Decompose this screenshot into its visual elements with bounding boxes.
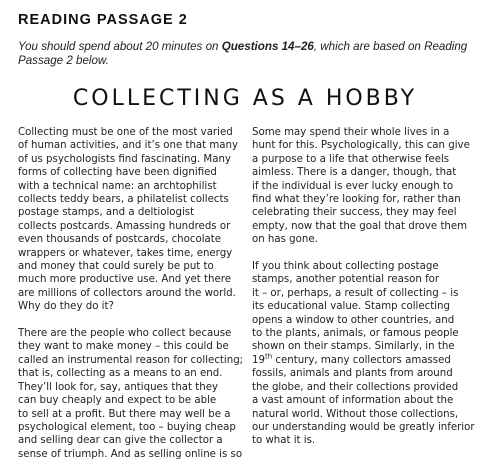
text-line: can buy cheaply and expect to be able <box>18 395 217 407</box>
text-line: a vast amount of information about the <box>252 395 454 407</box>
paragraph-3 <box>252 126 484 247</box>
text-line: Why do they do it? <box>18 301 114 313</box>
paragraph-1 <box>18 126 250 314</box>
text-line: and money that could surely be put to <box>18 261 214 273</box>
text-line: even thousands of postcards, chocolate <box>18 234 222 246</box>
text-line: celebrating their success, they may feel <box>252 207 457 219</box>
text-line: natural world. Without those collections, <box>252 408 459 420</box>
text-line: the globe, and their collections provided <box>252 381 459 393</box>
century-superscript: th <box>264 352 273 361</box>
text-line: fossils, animals and plants from around <box>252 368 453 380</box>
instruction-post: , which are based on Reading Passage 2 below. <box>18 40 468 67</box>
text-line: are millions of collectors around the world. <box>18 287 236 299</box>
paragraph-4 <box>252 260 484 448</box>
text-line: find what they’re looking for, rather than <box>252 194 461 206</box>
century-number: 19 <box>252 354 265 366</box>
text-line: Some may spend their whole lives in a <box>252 127 450 138</box>
text-line: They’ll look for, say, antiques that they <box>18 381 219 393</box>
instruction-text <box>18 40 480 68</box>
text-line: with a technical name: an archtophilist <box>18 180 217 192</box>
text-line: if the individual is ever lucky enough to <box>252 180 454 192</box>
text-line: collects teddy bears, a philatelist collects <box>18 194 229 206</box>
text-line: stamps, another potential reason for <box>252 274 440 286</box>
text-line: they want to make money – this could be <box>18 341 229 353</box>
text-line: collects postcards. Amassing hundreds or <box>18 220 231 232</box>
text-line: a purpose to a life that otherwise feels <box>252 153 450 165</box>
section-heading: READING PASSAGE 2 <box>18 12 188 28</box>
text-line: to what it is. <box>252 435 316 447</box>
text-line: sense of triumph. And as selling online is so <box>18 448 243 460</box>
text-line: our understanding would be greatly inferior <box>252 421 475 433</box>
right-column <box>252 126 484 461</box>
text-line: and selling dear can give the collector a <box>18 435 223 447</box>
text-line: it – or, perhaps, a result of collecting – is <box>252 287 459 299</box>
text-line: hunt for this. Psychologically, this can give <box>252 140 470 152</box>
text-line: shown on their stamps. Similarly, in the <box>252 341 455 353</box>
text-line: wrappers or whatever, takes time, energy <box>18 247 233 259</box>
text-line: to the plants, animals, or famous people <box>252 328 459 340</box>
passage-title: COLLECTING AS A HOBBY <box>72 86 418 111</box>
text-line: psychological element, too – buying cheap <box>18 421 236 433</box>
text-line: empty, now that the goal that drove them <box>252 220 468 232</box>
century-rest: century, many collectors amassed <box>272 354 451 366</box>
text-line-century <box>252 354 484 367</box>
text-line: Collecting must be one of the most varied <box>18 127 233 138</box>
left-column <box>18 126 250 475</box>
text-line: aimless. There is a danger, though, that <box>252 167 457 179</box>
text-line: If you think about collecting postage <box>252 261 439 273</box>
text-line: of human activities, and it’s one that many <box>18 140 239 152</box>
text-line: its educational value. Stamp collecting <box>252 301 450 313</box>
text-line: of us psychologists find fascinating. Many <box>18 153 231 165</box>
text-line: much more productive use. And yet there <box>18 274 231 286</box>
paragraph-2 <box>18 327 250 461</box>
text-line: forms of collecting have been dignified <box>18 167 217 179</box>
text-line: that is, collecting as a means to an end. <box>18 368 223 380</box>
text-line: on has gone. <box>252 234 318 246</box>
text-line: to sell at a profit. But there may well be a <box>18 408 231 420</box>
text-line: postage stamps, and a deltiologist <box>18 207 195 219</box>
text-line: There are the people who collect because <box>18 328 232 340</box>
instruction-pre: You should spend about 20 minutes on <box>18 40 222 53</box>
instruction-questions: Questions 14–26 <box>221 40 314 53</box>
text-line: called an instrumental reason for collecting; <box>18 354 244 366</box>
text-line: opens a window to other countries, and <box>252 314 455 326</box>
